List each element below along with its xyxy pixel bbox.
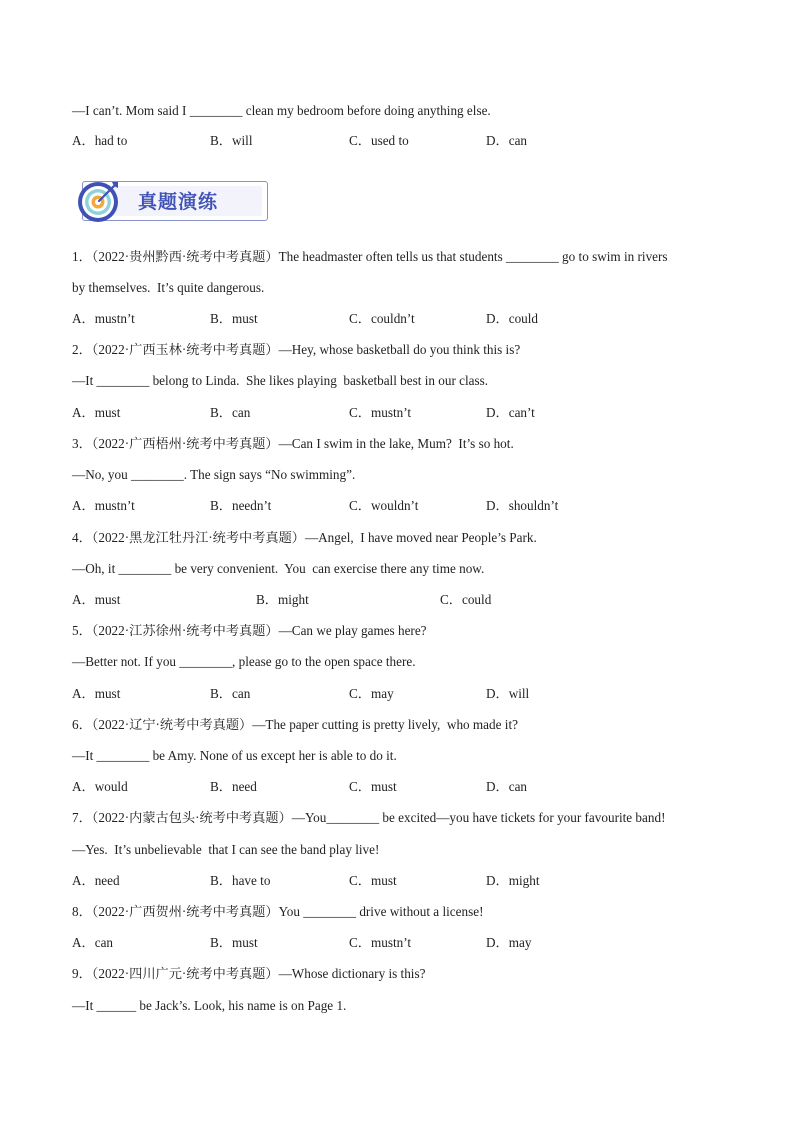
question-stem: 5．（2022·江苏徐州·统考中考真题）—Can we play games here? — [72, 623, 427, 638]
option-d: D．can’t — [486, 405, 535, 420]
question-stem: 1．（2022·贵州黔西·统考中考真题）The headmaster often tells us that students ________ go to swim in rivers — [72, 249, 668, 264]
question-stem-continued: —No, you ________. The sign says “No swimming”. — [72, 467, 356, 482]
option-row — [72, 405, 732, 421]
option-b: B．need — [210, 779, 257, 794]
option-row — [72, 592, 732, 608]
option-b: B．will — [210, 133, 253, 148]
question-stem-continued: —It ______ be Jack’s. Look, his name is on Page 1. — [72, 998, 347, 1013]
option-d: D．shouldn’t — [486, 498, 559, 513]
option-c: C．must — [349, 779, 397, 794]
option-c: C．mustn’t — [349, 935, 412, 950]
option-d: D．could — [486, 311, 539, 326]
option-a: A．had to — [72, 133, 128, 148]
option-c: C．must — [349, 873, 397, 888]
question-stem: 9．（2022·四川广元·统考中考真题）—Whose dictionary is this? — [72, 966, 426, 981]
section-title: 真题演练 — [138, 191, 219, 213]
option-d: D．can — [486, 779, 528, 794]
option-a: A．need — [72, 873, 120, 888]
option-row — [72, 935, 732, 951]
question-stem-continued: —It ________ belong to Linda. She likes playing basketball best in our class. — [72, 373, 489, 388]
question-stem-continued: —Yes. It’s unbelievable that I can see the band play live! — [72, 842, 380, 857]
option-a: A．can — [72, 935, 114, 950]
option-c: C．mustn’t — [349, 405, 412, 420]
question-stem: 8．（2022·广西贺州·统考中考真题）You ________ drive without a license! — [72, 904, 484, 919]
option-row — [72, 686, 732, 702]
question-stem-continued: by themselves. It’s quite dangerous. — [72, 280, 265, 295]
target-icon — [74, 176, 124, 226]
option-d: D．may — [486, 935, 532, 950]
option-a: A．mustn’t — [72, 311, 135, 326]
option-b: B．needn’t — [210, 498, 272, 513]
option-b: B．can — [210, 405, 251, 420]
option-a: A．must — [72, 686, 121, 701]
option-row — [72, 498, 732, 514]
option-b: B．can — [210, 686, 251, 701]
option-c: C．could — [440, 592, 492, 607]
option-b: B．must — [210, 935, 258, 950]
question-stem: —I can’t. Mom said I ________ clean my bedroom before doing anything else. — [72, 103, 491, 118]
option-b: B．must — [210, 311, 258, 326]
option-c: C．may — [349, 686, 394, 701]
section-banner — [74, 176, 274, 226]
question-stem-continued: —It ________ be Amy. None of us except her is able to do it. — [72, 748, 397, 763]
option-b: B．have to — [210, 873, 271, 888]
option-row — [72, 311, 732, 327]
option-d: D．will — [486, 686, 530, 701]
option-d: D．might — [486, 873, 540, 888]
option-row — [72, 873, 732, 889]
option-a: A．must — [72, 592, 121, 607]
option-c: C．wouldn’t — [349, 498, 419, 513]
option-a: A．mustn’t — [72, 498, 135, 513]
question-stem: 7．（2022·内蒙古包头·统考中考真题）—You________ be excited—you have tickets for your favourite band! — [72, 810, 666, 825]
option-a: A．would — [72, 779, 128, 794]
option-row — [72, 133, 732, 149]
question-stem-continued: —Better not. If you ________, please go to the open space there. — [72, 654, 416, 669]
question-stem: 6．（2022·辽宁·统考中考真题）—The paper cutting is pretty lively, who made it? — [72, 717, 518, 732]
question-stem: 4．（2022·黑龙江牡丹江·统考中考真题）—Angel, I have moved near People’s Park. — [72, 530, 537, 545]
option-d: D．can — [486, 133, 528, 148]
option-a: A．must — [72, 405, 121, 420]
question-stem: 2．（2022·广西玉林·统考中考真题）—Hey, whose basketball do you think this is? — [72, 342, 521, 357]
option-row — [72, 779, 732, 795]
question-stem: 3．（2022·广西梧州·统考中考真题）—Can I swim in the lake, Mum? It’s so hot. — [72, 436, 514, 451]
option-c: C．used to — [349, 133, 409, 148]
option-b: B．might — [256, 592, 309, 607]
question-stem-continued: —Oh, it ________ be very convenient. You can exercise there any time now. — [72, 561, 485, 576]
option-c: C．couldn’t — [349, 311, 415, 326]
